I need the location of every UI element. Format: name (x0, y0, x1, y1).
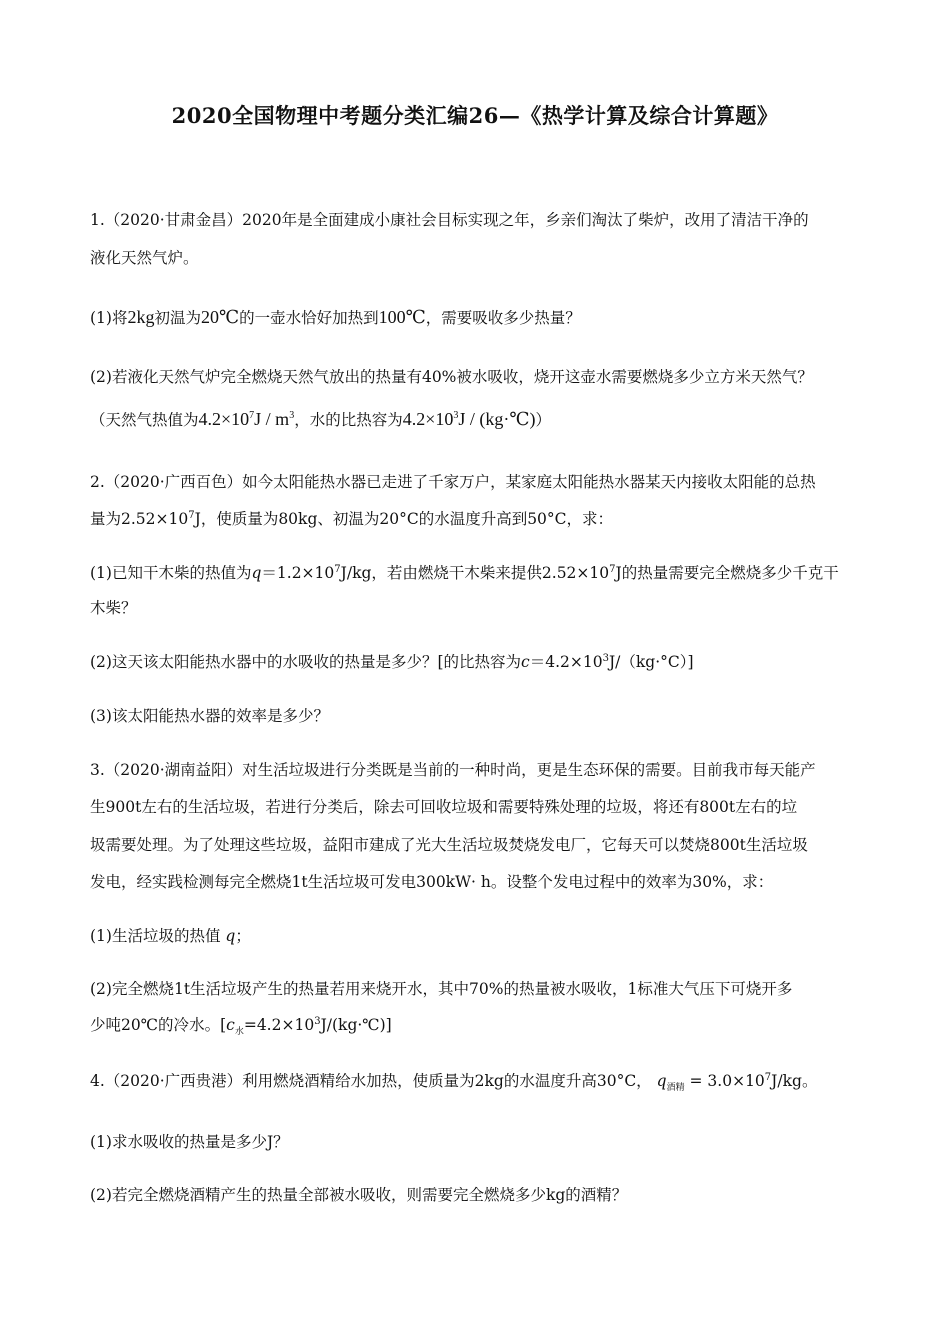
q2-part1-line2: 木柴？ (90, 599, 137, 617)
q2-part2: (2)这天该太阳能热水器中的水吸收的热量是多少？[的比热容为$c=4.2\times 10^3J/(kg\cdot^\circ C)$] (90, 652, 694, 671)
q2-part3: (3)该太阳能热水器的效率是多少？ (90, 707, 329, 725)
q1-note-text-c: ） (535, 411, 551, 429)
q2-part1: (1)已知干木柴的热值为$q=1.2\times 10^7J/kg$，若由燃烧干木柴来提供$2.52\times 10^7J$的热量需要完全燃烧多少千克干 (90, 563, 839, 582)
q1-part1-text-b: 初温为 (154, 309, 201, 327)
q1-part2: (2)若液化天然气炉完全燃烧天然气放出的热量有40%被水吸收，烧开这壶水需要燃烧多少立方米天然气？ (90, 368, 813, 386)
q3-stem-line4: 发电，经实践检测每完全燃烧1t生活垃圾可发电300kW· h。设整个发电过程中的效率为30%，求： (90, 873, 774, 891)
q1-note-water-value: $4.2\times 10^3J$ / (kg·℃) (402, 409, 536, 429)
q1-part1-text-a: (1)将 (90, 309, 128, 327)
q4-part1: (1)求水吸收的热量是多少J？ (90, 1133, 289, 1151)
q1-note (90, 409, 870, 430)
q1-part1-text-c: 的一壶水恰好加热到 (239, 309, 379, 327)
q2-stem-line1: 2.（2020·广西百色）如今太阳能热水器已走进了千家万户，某家庭太阳能热水器某天内接收太阳能的总热 (90, 473, 816, 491)
q3-stem-line1: 3.（2020·湖南益阳）对生活垃圾进行分类既是当前的一种时尚，更是生态环保的需要。目前我市每天能产 (90, 761, 816, 779)
q1-part1-mass: 2kg (127, 307, 155, 327)
q3-part2-line2: 少吨20℃的冷水。$[c_水=4.2\times 10^3J/(kg\cdot℃)]$ (90, 1015, 392, 1038)
q3-part2-line1: (2)完全燃烧1t生活垃圾产生的热量若用来烧开水，其中70%的热量被水吸收，1标准大气压下可烧开多 (90, 980, 793, 998)
q1-part1 (90, 307, 870, 328)
q3-part1: (1)生活垃圾的热值 q； (90, 927, 251, 945)
page-title: 2020全国物理中考题分类汇编26—《热学计算及综合计算题》 (171, 103, 779, 128)
q1-note-text-a: （天然气热值为 (90, 411, 199, 429)
q1-stem-line2: 液化天然气炉。 (90, 249, 199, 267)
q2-stem-line2: 量为$2.52\times 10^7J$，使质量为80kg、初温为20°C的水温度升高到50°C，求： (90, 509, 614, 528)
q3-stem-line3: 圾需要处理。为了处理这些垃圾，益阳市建成了光大生活垃圾焚烧发电厂，它每天可以焚烧800t生活垃圾 (90, 836, 808, 854)
q4-part2: (2)若完全燃烧酒精产生的热量全部被水吸收，则需要完全燃烧多少kg的酒精？ (90, 1186, 628, 1204)
q1-part1-temp1: 20℃ (200, 307, 240, 327)
q4-stem: 4.（2020·广西贵港）利用燃烧酒精给水加热，使质量为2kg的水温度升高30°C， $q_{酒精} = 3.0\times 10^7J/kg$。 (90, 1071, 818, 1094)
q1-part1-temp2: 100℃ (378, 307, 426, 327)
q1-part1-text-d: ，需要吸收多少热量？ (425, 309, 581, 327)
q1-note-text-b: ，水的比热容为 (294, 411, 403, 429)
q1-stem-line1: 1.（2020·甘肃金昌）2020年是全面建成小康社会目标实现之年，乡亲们淘汰了柴炉，改用了清洁干净的 (90, 211, 809, 229)
q3-stem-line2: 生900t左右的生活垃圾，若进行分类后，除去可回收垃圾和需要特殊处理的垃圾，将还有800t左右的垃 (90, 798, 798, 816)
q1-note-gas-value: $4.2\times 10^7J / m^3$ (198, 409, 295, 429)
